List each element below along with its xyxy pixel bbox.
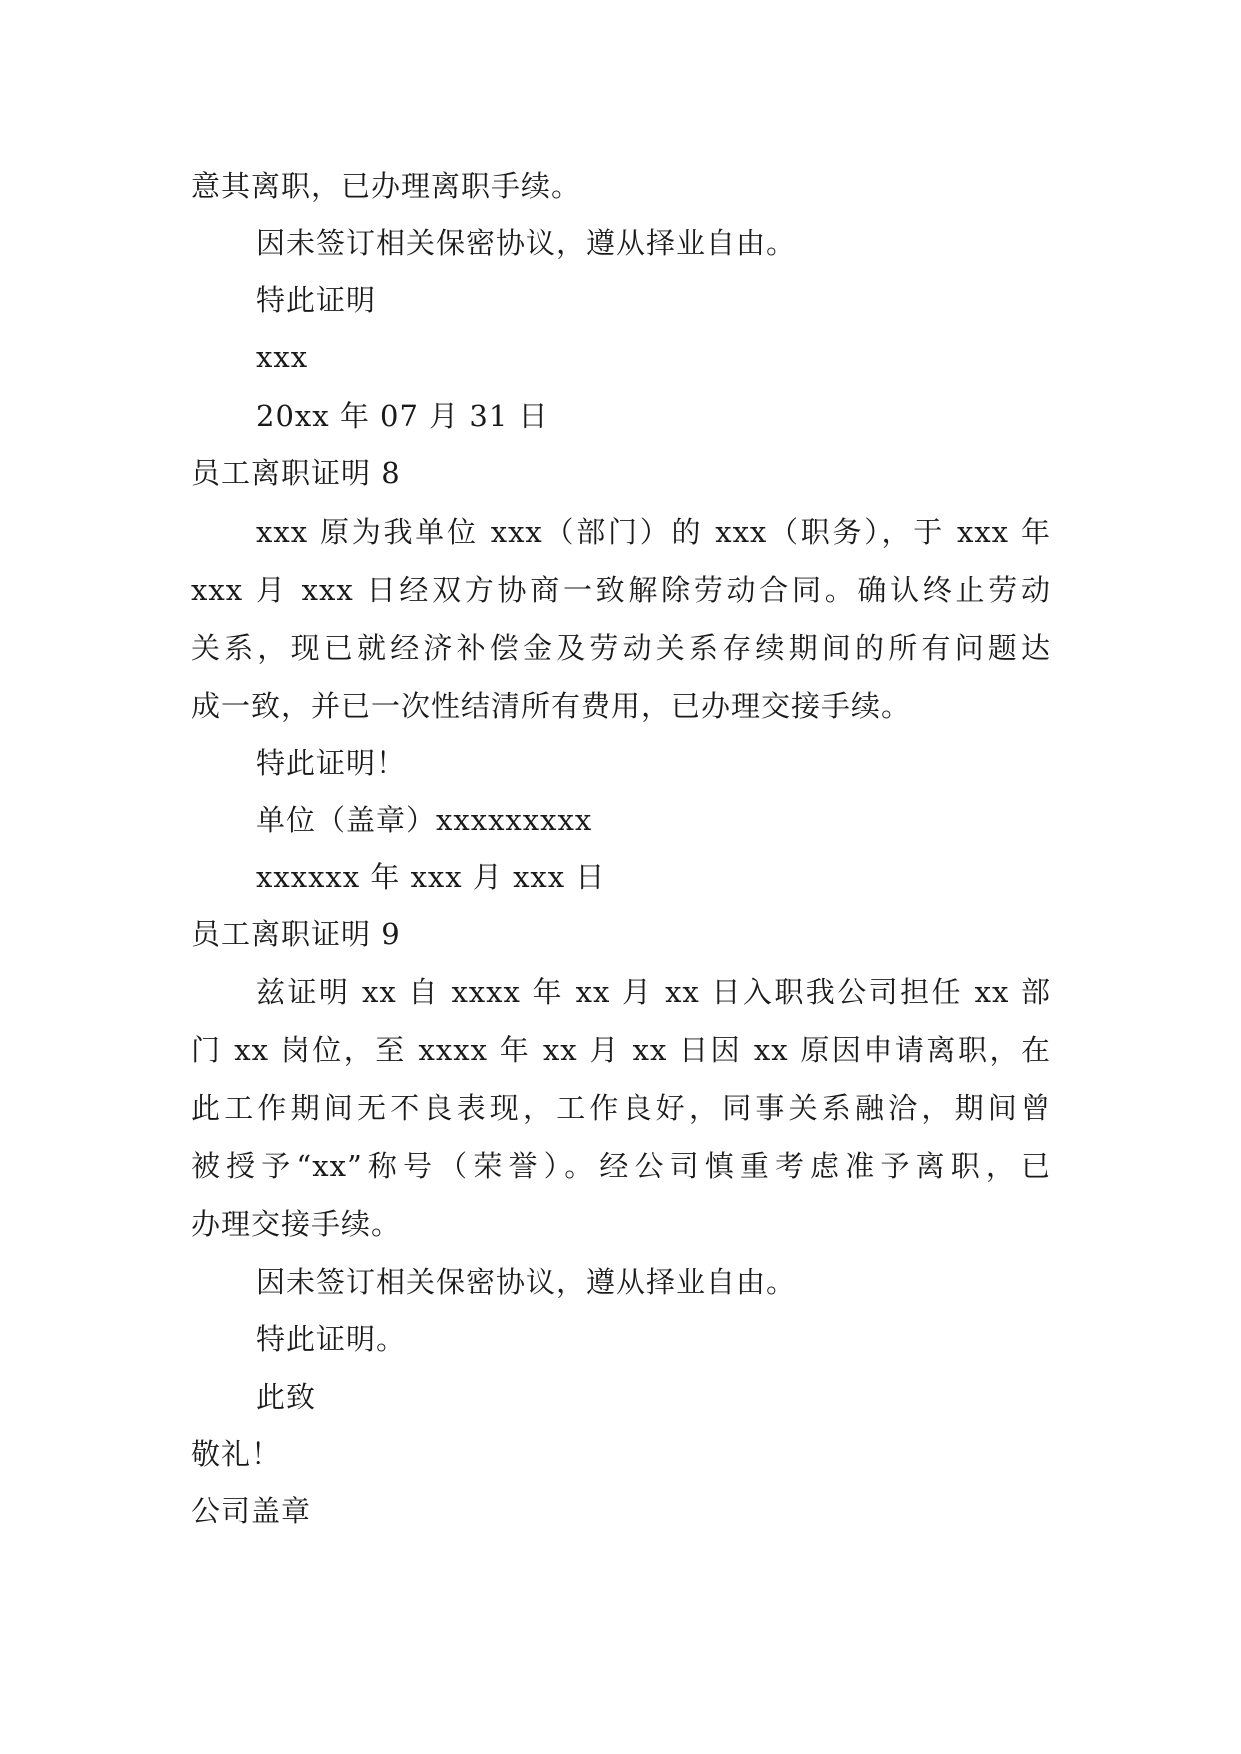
text-line: 特此证明！ [256, 746, 407, 780]
text-line: 兹证明 xx 自 xxxx 年 xx 月 xx 日入职我公司担任 xx 部 [256, 975, 1051, 1009]
text-line: 特此证明 [256, 283, 377, 317]
text-line: 此致 [256, 1380, 317, 1414]
text-line: xxx 原为我单位 xxx（部门）的 xxx（职务），于 xxx 年 [256, 515, 1051, 549]
text-line: 此工作期间无不良表现，工作良好，同事关系融洽，期间曾 [191, 1091, 1051, 1125]
text-line: 办理交接手续。 [191, 1207, 402, 1241]
text-line: 被授予“xx”称号（荣誉）。经公司慎重考虑准予离职，已 [191, 1149, 1051, 1183]
text-line: 门 xx 岗位，至 xxxx 年 xx 月 xx 日因 xx 原因申请离职，在 [191, 1033, 1051, 1067]
text-line: 成一致，并已一次性结清所有费用，已办理交接手续。 [191, 689, 912, 723]
section-heading: 员工离职证明 9 [191, 917, 401, 951]
text-line: 因未签订相关保密协议，遵从择业自由。 [256, 226, 797, 260]
text-line: 意其离职，已办理离职手续。 [191, 169, 582, 203]
text-line: 敬礼！ [191, 1437, 282, 1471]
date-line: xxxxxx 年 xxx 月 xxx 日 [256, 860, 606, 894]
text-line: xxx [256, 340, 309, 374]
text-line: 特此证明。 [256, 1322, 407, 1356]
text-line: 单位（盖章）xxxxxxxxx [256, 803, 593, 837]
text-line: xxx 月 xxx 日经双方协商一致解除劳动合同。确认终止劳动 [191, 573, 1051, 607]
text-line: 因未签订相关保密协议，遵从择业自由。 [256, 1265, 797, 1299]
section-heading: 员工离职证明 8 [191, 456, 401, 490]
text-line: 关系，现已就经济补偿金及劳动关系存续期间的所有问题达 [191, 631, 1051, 665]
date-line: 20xx 年 07 月 31 日 [256, 399, 549, 433]
text-line: 公司盖章 [191, 1494, 312, 1528]
